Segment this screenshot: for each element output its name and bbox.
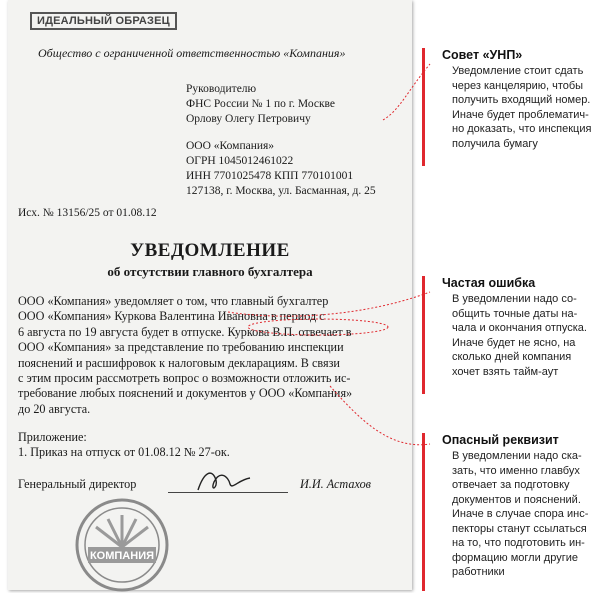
body-line: пояснений и расшифровок к налоговым декларациям. В связи bbox=[18, 355, 340, 370]
tip-line: Иначе будет проблематич- bbox=[452, 108, 589, 121]
tip-line: Иначе будет не ясно, на bbox=[452, 336, 576, 349]
tip-line: работники bbox=[452, 566, 505, 578]
tip-text bbox=[452, 449, 598, 580]
document-subtitle: об отсутствии главного бухгалтера bbox=[107, 264, 313, 279]
accent-bar bbox=[422, 433, 425, 591]
outgoing-number: Исх. № 13156/25 от 01.08.12 bbox=[18, 207, 157, 219]
tip-line: чала и окончания отпуска. bbox=[452, 322, 587, 334]
tip-line: отвечает за подготовку bbox=[452, 479, 570, 491]
signer-name: И.И. Астахов bbox=[300, 477, 371, 491]
tip-line: получить входящий номер. bbox=[452, 94, 591, 106]
body-line: ООО «Компания» за представление по требованию инспекции bbox=[18, 340, 344, 355]
sender-line: ОГРН 1045012461022 bbox=[186, 155, 294, 167]
sample-stamp: ИДЕАЛЬНЫЙ ОБРАЗЕЦ bbox=[30, 12, 177, 30]
tip-line: В уведомлении надо ска- bbox=[452, 450, 582, 462]
body-line: ООО «Компания» Куркова Валентина Ивановна в период с bbox=[18, 309, 325, 324]
body-line: с этим просим рассмотреть вопрос о возможности отложить ис- bbox=[18, 371, 351, 386]
tip-line: зать, что именно главбух bbox=[452, 464, 580, 477]
attachment-label: Приложение: bbox=[18, 430, 87, 444]
tip-line: документов и пояснений. bbox=[452, 493, 581, 506]
tip-title: Опасный реквизит bbox=[442, 433, 559, 447]
sender-line: 127138, г. Москва, ул. Басманная, д. 25 bbox=[186, 185, 376, 197]
document-title: УВЕДОМЛЕНИЕ bbox=[130, 240, 290, 261]
tip-text bbox=[452, 292, 598, 379]
recipient-line: ФНС России № 1 по г. Москве bbox=[186, 98, 336, 110]
body-line: требование любых пояснений и документов у ООО «Компания» bbox=[18, 386, 353, 401]
accent-bar bbox=[422, 276, 425, 394]
tip-line: получила бумагу bbox=[452, 137, 538, 150]
tip-dangerous-requisite bbox=[422, 433, 598, 580]
tip-line: пекторы станут ссылаться bbox=[452, 522, 587, 535]
tip-common-mistake bbox=[422, 276, 598, 379]
tip-line: через канцелярию, чтобы bbox=[452, 79, 584, 92]
attachment-item: 1. Приказ на отпуск от 01.08.12 № 27-ок. bbox=[18, 445, 230, 460]
tip-unp bbox=[422, 48, 598, 151]
tip-line: сколько дней компания bbox=[452, 351, 572, 363]
body-line: 6 августа по 19 августа будет в отпуске. Куркова В.П. отвечает в bbox=[18, 324, 352, 339]
tip-title: Частая ошибка bbox=[442, 276, 536, 290]
seal-text: КОМПАНИЯ bbox=[89, 550, 155, 562]
tip-line: на то, что подготовить ин- bbox=[452, 537, 585, 549]
body-line: до 20 августа. bbox=[18, 401, 91, 416]
recipient-line: Орлову Олегу Петровичу bbox=[186, 113, 311, 125]
tip-line: но доказать, что инспекция bbox=[452, 123, 592, 135]
tip-line: В уведомлении надо со- bbox=[452, 293, 577, 305]
tip-text bbox=[452, 64, 598, 151]
tip-line: Уведомление стоит сдать bbox=[452, 65, 584, 77]
recipient-line: Руководителю bbox=[186, 83, 257, 95]
sender-line: ООО «Компания» bbox=[186, 140, 275, 152]
sender-line: ИНН 7701025478 КПП 770101001 bbox=[186, 170, 354, 182]
accent-bar bbox=[422, 48, 425, 166]
tip-title: Совет «УНП» bbox=[442, 48, 523, 62]
body-line: ООО «Компания» уведомляет о том, что главный бухгалтер bbox=[18, 294, 329, 308]
tip-line: общить точные даты на- bbox=[452, 307, 578, 320]
tip-line: формацию могли другие bbox=[452, 551, 578, 564]
signer-role: Генеральный директор bbox=[18, 477, 137, 491]
organization-name: Общество с ограниченной ответственностью «Компания» bbox=[38, 46, 346, 60]
tip-line: Иначе в случае спора инс- bbox=[452, 508, 589, 520]
tip-line: хочет взять тайм-аут bbox=[452, 365, 559, 378]
